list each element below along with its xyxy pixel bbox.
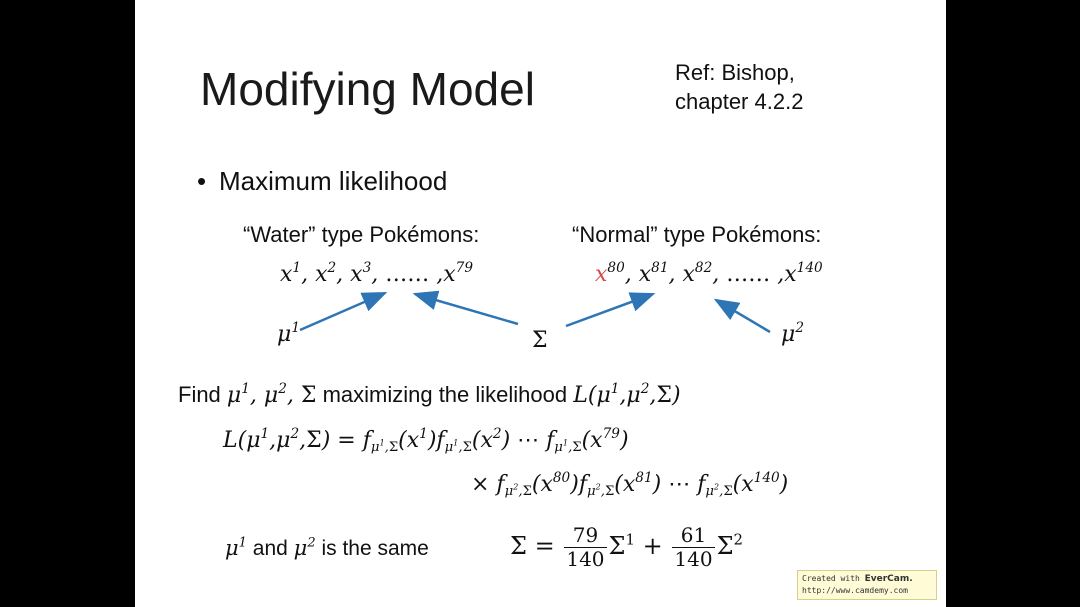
slide [135, 0, 946, 607]
reference-note [675, 58, 875, 116]
bullet-dot: • [197, 166, 207, 196]
water-sequence: $x^1$, $x^2$, $x^3$, …… $,x^{79}$ [280, 260, 473, 287]
evercam-watermark[interactable]: Created with EverCam. http://www.camdemy.com [797, 570, 937, 600]
normal-sequence: $x^{80}$, $x^{81}$, $x^{82}$, …… $,x^{140}$ [595, 260, 823, 287]
reference-line-1: Ref: Bishop, [675, 60, 795, 85]
slide-title: Modifying Model [200, 63, 535, 115]
likelihood-equation-row2: × $f_{\mu^2,\Sigma}(x^{80})f_{\mu^2,\Sigma}(x^{81})$ ⋯ $f_{\mu^2,\Sigma}(x^{140})$ [471, 470, 789, 499]
sigma-formula: Σ = $\frac{79}{140}$ $\Sigma^1$ + $\frac{61}{140}$ $\Sigma^2$ [510, 523, 743, 571]
sigma-symbol: Σ [532, 328, 548, 353]
fraction-79-140: $\frac{79}{140}$ [566, 523, 605, 571]
mu1-symbol: $\mu^1$ [277, 320, 300, 347]
mu2-symbol: $\mu^2$ [781, 320, 804, 347]
water-group-label: “Water” type Pokémons: [243, 222, 480, 247]
bullet-maximum-likelihood: Maximum likelihood [219, 166, 448, 196]
reference-line-2: chapter 4.2.2 [675, 89, 804, 114]
same-mean-statement: $\mu^1$ and $\mu^2$ is the same [225, 535, 429, 560]
fraction-61-140: $\frac{61}{140}$ [674, 523, 713, 571]
find-statement: Find $\mu^1$, $\mu^2$, Σ maximizing the likelihood $L(\mu^1,\mu^2,\Sigma)$ [178, 381, 681, 408]
normal-group-label: “Normal” type Pokémons: [572, 222, 822, 247]
likelihood-equation-row1: $L(\mu^1,\mu^2,\Sigma) = f_{\mu^1,\Sigma}(x^1)f_{\mu^1,\Sigma}(x^2)$ ⋯ $f_{\mu^1,\Sigma}(x^{79})$ [223, 426, 629, 455]
